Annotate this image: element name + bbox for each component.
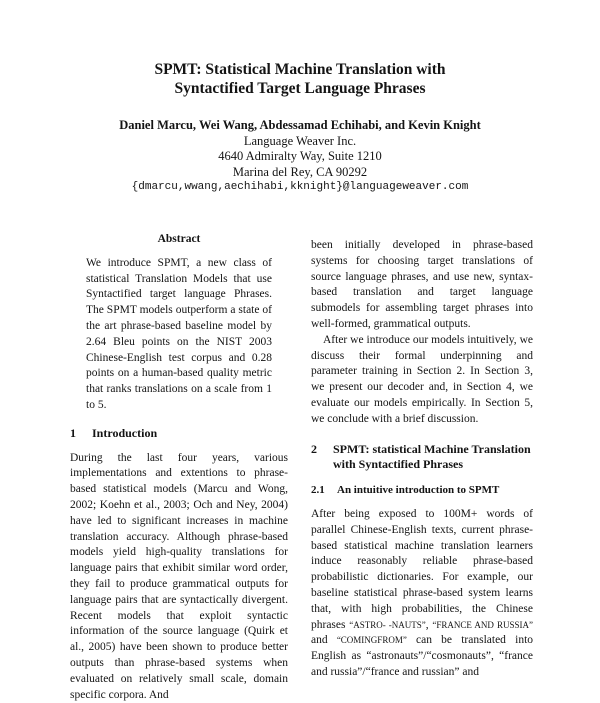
chinese-phrase-3: “COMINGFROM” — [336, 635, 407, 646]
right-paragraph-1: been initially developed in phrase-based systems for choosing target translations of source language phrases, and use new, syntax-based translation and target language submodels for assembling target phrases into well-formed, grammatical outputs. — [311, 239, 533, 330]
paper-title — [0, 60, 600, 98]
title-line-2: Syntactified Target Language Phrases — [174, 80, 426, 97]
section-1-heading — [70, 426, 288, 442]
section-2-1-number: 2.1 — [311, 484, 325, 497]
section-2-1-paragraph — [311, 507, 533, 681]
author-block — [0, 118, 600, 196]
section-1-number: 1 — [70, 425, 76, 440]
right-column — [311, 238, 533, 681]
author-names: Daniel Marcu, Wei Wang, Abdessamad Echihabi, and Kevin Knight — [119, 118, 481, 132]
chinese-phrase-1: “ASTRO- -NAUTS” — [349, 619, 426, 630]
author-emails: {dmarcu,wwang,aechihabi,kknight}@languageweaver.com — [131, 181, 469, 193]
section-2-1-text-a: After being exposed to 100M+ words of parallel Chinese-English texts, current phrase-based statistical machine translation learners induce reasonably reliable phrase-based probabilistic dictionaries. For example, our baseline statistical phrase-based system learns that, with high probabilities, the Chinese phrases — [311, 507, 533, 631]
section-2-1-text-b: can be translated into English as “astronauts”/“cosmonauts”, “france and russia”/“france and russian” and — [311, 634, 534, 678]
section-2-heading — [311, 442, 533, 474]
abstract-heading: Abstract — [157, 233, 201, 245]
address-line-2: Marina del Rey, CA 90292 — [232, 164, 368, 179]
right-paragraph-2: After we introduce our models intuitively, we discuss their formal underpinning and parameter training in Section 2. In Section 3, we present our decoder and, in Section 4, we evaluate our models empirically. In Section 5, we conclude with a brief discussion. — [311, 333, 533, 425]
section-2-1-title: An intuitive introduction to SPMT — [337, 484, 500, 497]
abstract-text: We introduce SPMT, a new class of statistical Translation Models that use Syntactified target language Phrases. The SPMT models outperform a state of the art phrase-based baseline model by 2.64 Bleu points on the NIST 2003 Chinese-English test corpus and 0.28 points on a human-based quality metric that ranks translations on a scale from 1 to 5. — [86, 256, 272, 411]
conjunction: and — [311, 634, 337, 647]
section-2-number: 2 — [311, 441, 317, 456]
intro-paragraph: During the last four years, various implementations and extentions to phrase-based statistical models (Marcu and Wong, 2002; Koehn et al., 2003; Och and Ney, 2004) have led to significant increases in machine translation accuracy. Although phrase-based models yield high-quality translations for language pairs that exhibit similar word order, they fail to produce grammatical outputs for language pairs that are syntactically divergent. Recent models that exploit syntactic information of the source language (Quirk et al., 2005) have been shown to produce better outputs than phrase-based systems when evaluated on relatively small scale, domain specific corpora. And — [70, 451, 288, 701]
left-column — [70, 232, 288, 703]
chinese-phrase-2: “FRANCE AND RUSSIA” — [432, 619, 533, 630]
affiliation: Language Weaver Inc. — [243, 133, 357, 148]
section-2-title: SPMT: statistical Machine Translation with Syntactified Phrases — [333, 441, 531, 472]
separator-1: , — [425, 618, 433, 631]
section-1-title: Introduction — [92, 425, 158, 440]
title-line-1: SPMT: Statistical Machine Translation with — [154, 61, 446, 78]
section-2-1-heading — [311, 483, 533, 499]
address-line-1: 4640 Admiralty Way, Suite 1210 — [218, 149, 382, 163]
